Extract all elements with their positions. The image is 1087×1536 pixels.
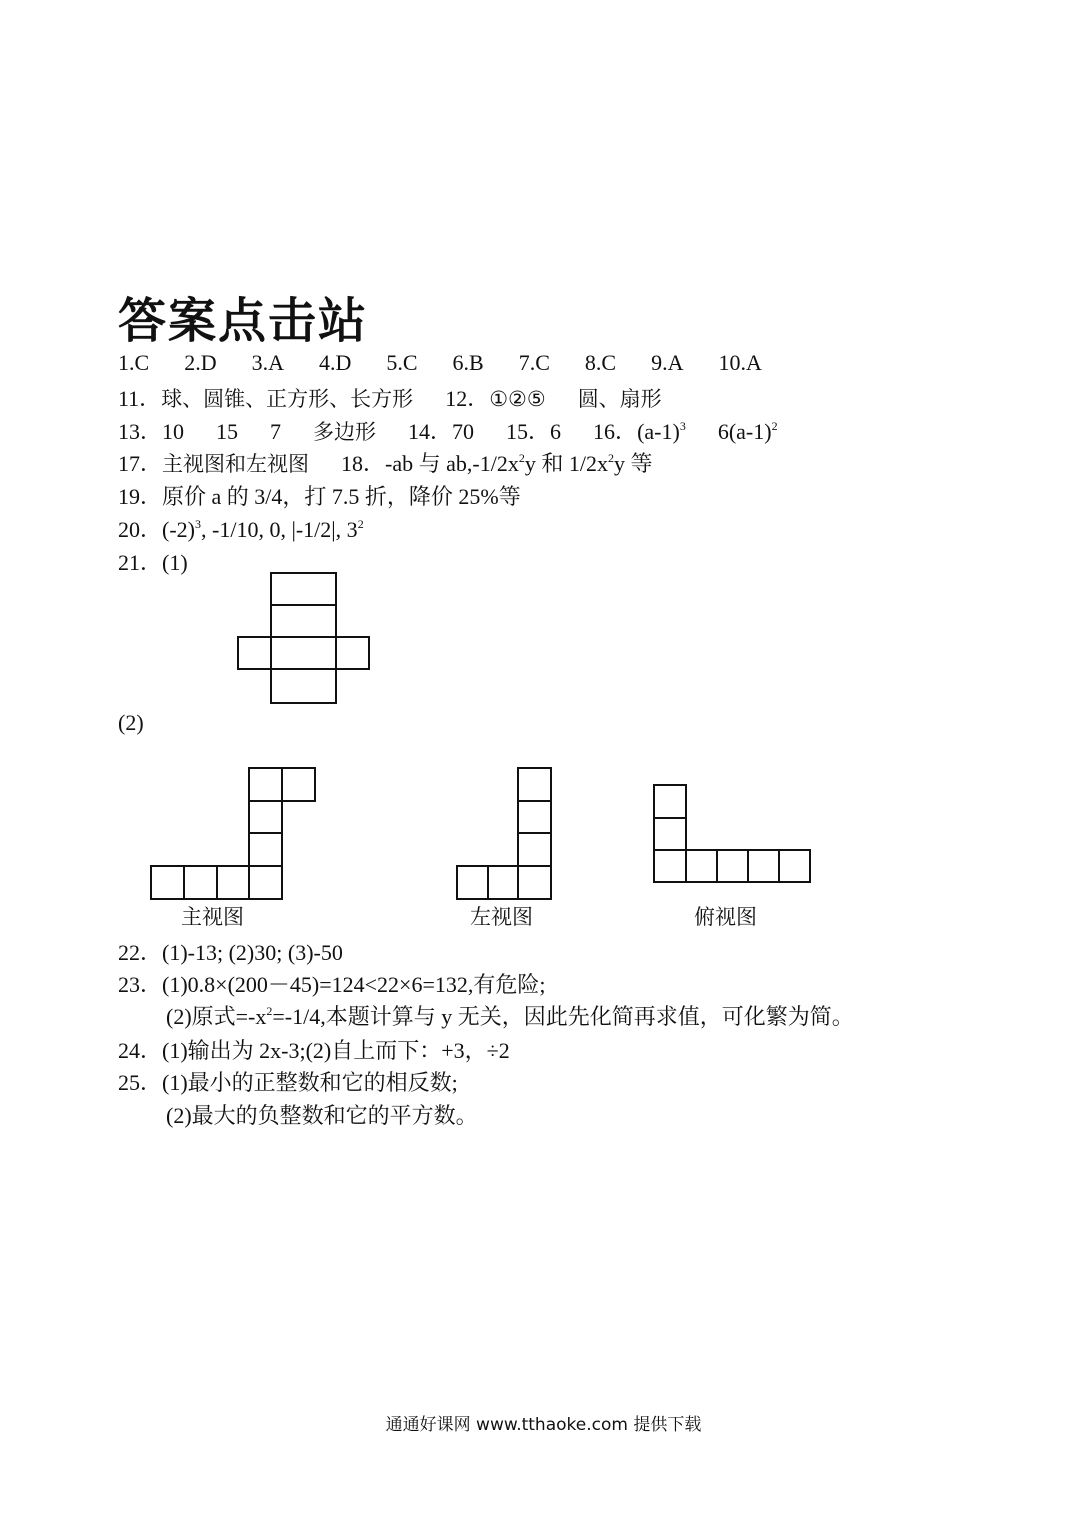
- q23-line1: (1)0.8×(200－45)=124<22×6=132,有危险;: [162, 972, 546, 997]
- view-cell: [248, 832, 283, 867]
- view-cell: [685, 849, 718, 883]
- q18-e2: 2: [607, 451, 614, 465]
- answer-2: 2.D: [184, 350, 217, 375]
- q16-number: 16．: [593, 419, 638, 444]
- answer-line-20: [118, 513, 364, 544]
- answer-3: 3.A: [251, 350, 284, 375]
- answer-10: 10.A: [718, 350, 762, 375]
- view-cell: [716, 849, 749, 883]
- net-cell: [270, 572, 337, 606]
- q21-number: 21．: [118, 550, 163, 575]
- q16-a-exp: 3: [679, 419, 686, 433]
- left-view-label: 左视图: [470, 905, 533, 929]
- view-cell: [248, 865, 283, 900]
- page-title: 答案点击站: [118, 293, 369, 349]
- view-cell: [248, 767, 283, 802]
- q23-line2-exp: 2: [266, 1004, 273, 1018]
- view-cell: [281, 767, 316, 802]
- q16-b-base: 6(a-1): [717, 419, 772, 444]
- answer-8: 8.C: [584, 350, 617, 375]
- view-cell: [517, 800, 552, 834]
- view-cell: [248, 800, 283, 834]
- q18-p3: y 等: [613, 451, 653, 476]
- q19-answer: 原价 a 的 3/4，打 7.5 折，降价 25%等: [162, 484, 521, 509]
- q13-c: 7: [270, 419, 282, 444]
- q20-p2: , -1/10, 0, |-1/2|, 3: [201, 517, 358, 542]
- view-cell: [653, 817, 687, 851]
- view-cell: [456, 865, 489, 900]
- answer-line-21: [118, 546, 188, 577]
- view-cell: [778, 849, 811, 883]
- footer-text: 通通好课网 www.tthaoke.com 提供下载: [385, 1415, 702, 1435]
- q11-answer: 球、圆锥、正方形、长方形: [161, 387, 414, 411]
- answer-line-11-12: [118, 382, 662, 413]
- q12-number: 12．: [445, 386, 490, 411]
- answer-line-19: [118, 480, 521, 511]
- q20-e1: 3: [195, 517, 201, 531]
- answer-line-23: [118, 968, 545, 999]
- answer-line-22: [118, 936, 343, 967]
- mcq-answers: [118, 350, 797, 376]
- view-cell: [517, 865, 552, 900]
- answer-line-24: [118, 1034, 510, 1065]
- answer-7: 7.C: [518, 350, 550, 375]
- view-cell: [653, 784, 687, 819]
- q18-e1: 2: [518, 451, 525, 465]
- q18-p2: y 和 1/2x: [524, 451, 608, 476]
- view-cell: [517, 832, 552, 867]
- q20-e2: 2: [357, 517, 364, 531]
- q21-part2-line: [118, 710, 144, 736]
- answer-line-17-18: [118, 447, 652, 478]
- q19-number: 19．: [118, 484, 163, 509]
- net-cell: [270, 636, 337, 670]
- view-cell: [747, 849, 780, 883]
- view-cell: [183, 865, 218, 900]
- q16-b-exp: 2: [771, 419, 778, 433]
- answer-line-23b: [166, 1000, 854, 1031]
- top-view-label: 俯视图: [694, 905, 757, 929]
- q11-number: 11．: [118, 386, 162, 411]
- q13-a: 10: [162, 419, 185, 444]
- q20-number: 20．: [118, 517, 163, 542]
- front-view-label: 主视图: [181, 905, 244, 929]
- view-cell: [150, 865, 185, 900]
- answer-4: 4.D: [318, 350, 352, 375]
- q14-number: 14．: [408, 419, 453, 444]
- view-cell: [216, 865, 250, 900]
- answer-6: 6.B: [452, 350, 484, 375]
- q16-a-base: (a-1): [637, 419, 680, 444]
- view-cell: [517, 767, 552, 802]
- q25-line1: (1)最小的正整数和它的相反数;: [162, 1070, 458, 1095]
- net-cell: [270, 668, 337, 704]
- q18-p1: -ab 与 ab,-1/2x: [385, 451, 519, 476]
- q15-a: 6: [550, 419, 562, 444]
- q13-number: 13．: [118, 419, 163, 444]
- q22-number: 22．: [118, 940, 163, 965]
- q23-line2b: =-1/4,本题计算与 y 无关，因此先化简再求值，可化繁为简。: [272, 1004, 854, 1029]
- q23-number: 23．: [118, 972, 163, 997]
- q13-d: 多边形: [313, 420, 377, 444]
- answer-line-25: [118, 1066, 458, 1097]
- answer-1: 1.C: [118, 350, 150, 375]
- q21-part2: (2): [118, 710, 144, 735]
- q17-answer: 主视图和左视图: [162, 452, 310, 476]
- q15-number: 15．: [506, 419, 551, 444]
- q20-p1: (-2): [162, 517, 195, 542]
- q18-number: 18．: [341, 451, 386, 476]
- q23-line2a: (2)原式=-x: [166, 1004, 267, 1029]
- q14-a: 70: [452, 419, 475, 444]
- answer-line-13-16: [118, 415, 778, 446]
- view-cell: [653, 849, 687, 883]
- net-cell: [335, 636, 370, 670]
- q25-number: 25．: [118, 1070, 163, 1095]
- answer-line-25b: [166, 1099, 478, 1130]
- q13-b: 15: [216, 419, 239, 444]
- q25-line2: (2)最大的负整数和它的平方数。: [166, 1103, 478, 1128]
- q21-part1: (1): [162, 550, 188, 575]
- net-cell: [270, 604, 337, 638]
- answer-9: 9.A: [651, 350, 684, 375]
- answer-5: 5.C: [386, 350, 418, 375]
- q12-answer-a: ①②⑤: [489, 387, 546, 411]
- q24-number: 24．: [118, 1038, 163, 1063]
- q17-number: 17．: [118, 451, 163, 476]
- q12-answer-b: 圆、扇形: [577, 387, 662, 411]
- net-cell: [237, 636, 272, 670]
- view-cell: [487, 865, 519, 900]
- q24-answer: (1)输出为 2x-3;(2)自上而下：+3，÷2: [162, 1038, 510, 1063]
- q22-answer: (1)-13; (2)30; (3)-50: [162, 940, 343, 965]
